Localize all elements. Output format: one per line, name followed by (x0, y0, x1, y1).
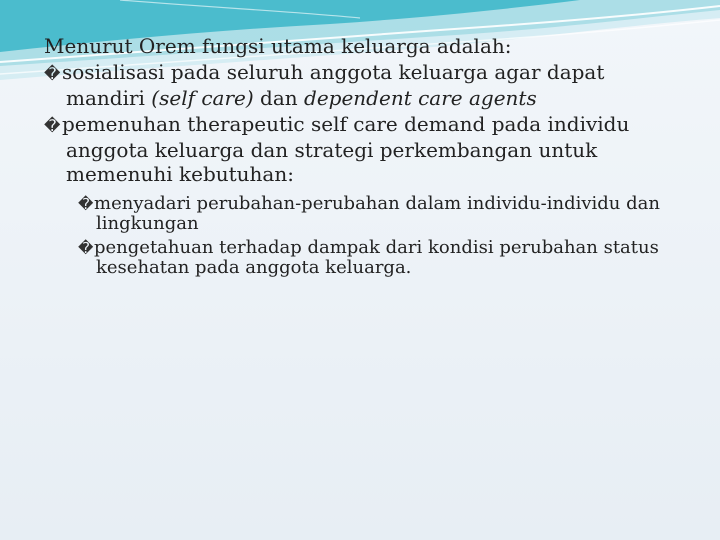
bullet-icon: � (44, 116, 61, 135)
lead-text: Menurut Orem fungsi utama keluarga adalah: (44, 34, 512, 58)
item-text: menyadari perubahan-perubahan dalam individu-individu dan lingkungan (94, 193, 660, 234)
bullet-icon: � (78, 195, 94, 213)
sub-bullet-item-knowledge (44, 238, 684, 278)
item-text-italic: (self care) (151, 86, 254, 110)
item-text: dan (253, 86, 305, 110)
bullet-item-socialization (44, 60, 684, 110)
item-text: sosialisasi pada seluruh anggota keluarga agar dapat mandiri (62, 60, 605, 110)
bullet-icon: � (44, 64, 61, 83)
item-text: pemenuhan therapeutic self care demand pada individu anggota keluarga dan strategi perkembangan untuk memenuhi kebutuhan: (62, 112, 630, 186)
slide-body (44, 34, 684, 278)
bullet-item-therapeutic (44, 112, 684, 186)
bullet-icon: � (78, 239, 94, 257)
slide-lead (44, 34, 684, 58)
sub-bullet-item-awareness (44, 194, 684, 234)
item-text-italic: dependent care agents (304, 86, 537, 110)
item-text: pengetahuan terhadap dampak dari kondisi perubahan status kesehatan pada anggota keluarga. (94, 237, 659, 278)
